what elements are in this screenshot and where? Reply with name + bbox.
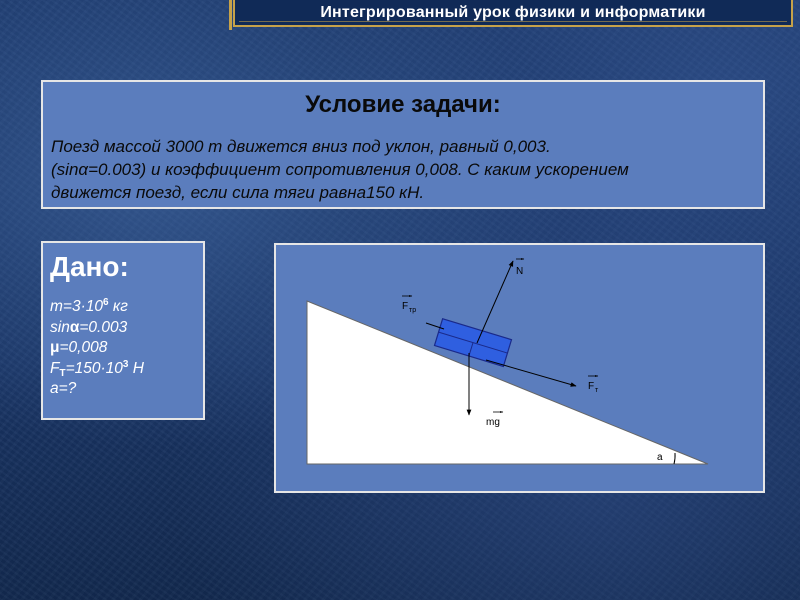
task-panel bbox=[41, 80, 765, 209]
angle-label: a bbox=[657, 452, 663, 463]
given-mu bbox=[50, 338, 144, 359]
given-mass-unit: кг bbox=[108, 298, 128, 315]
given-force-subscript: T bbox=[59, 367, 66, 379]
given-mass-value: m=3·10 bbox=[50, 298, 103, 315]
normal-force-arrow bbox=[477, 261, 513, 343]
given-panel bbox=[41, 241, 205, 420]
task-text-line: (sinα=0.003) и коэффициент сопротивления 0,008. С каким ускорением bbox=[51, 160, 629, 179]
diagram-panel bbox=[274, 243, 765, 493]
traction-force-subscript: т bbox=[595, 387, 599, 394]
given-heading: Дано: bbox=[50, 251, 129, 282]
friction-force-subscript: тр bbox=[409, 307, 417, 314]
given-mu-value: =0,008 bbox=[59, 339, 108, 356]
given-force-exponent: 3 bbox=[122, 358, 129, 370]
given-sin bbox=[50, 318, 144, 339]
given-force-unit: Н bbox=[128, 359, 144, 377]
header-banner bbox=[233, 0, 793, 27]
task-heading: Условие задачи: bbox=[305, 91, 501, 118]
gravity-label: mg bbox=[486, 417, 500, 428]
incline-triangle bbox=[307, 301, 708, 464]
given-sin-prefix: sin bbox=[50, 318, 70, 336]
normal-force-label: N bbox=[516, 266, 524, 277]
given-mu-symbol: μ bbox=[50, 339, 60, 356]
header-title: Интегрированный урок физики и информатики bbox=[320, 3, 706, 21]
task-text-line: Поезд массой 3000 т движется вниз под уклон, равный 0,003. bbox=[51, 137, 551, 156]
task-text bbox=[51, 135, 755, 204]
incline-diagram bbox=[276, 245, 763, 491]
given-sin-value: =0.003 bbox=[79, 318, 128, 336]
given-force-value: =150·10 bbox=[65, 359, 123, 377]
given-mass-exponent: 6 bbox=[103, 297, 109, 308]
given-list bbox=[50, 297, 144, 400]
given-unknown: a=? bbox=[50, 380, 77, 397]
task-text-line: движется поезд, если сила тяги равна150 кН. bbox=[51, 183, 425, 202]
given-force bbox=[50, 359, 144, 380]
traction-force-label: F bbox=[588, 381, 595, 392]
given-sin-alpha: α bbox=[69, 318, 80, 336]
given-mass bbox=[50, 297, 144, 318]
friction-force-label: F bbox=[402, 301, 409, 312]
given-force-symbol: F bbox=[50, 359, 60, 377]
